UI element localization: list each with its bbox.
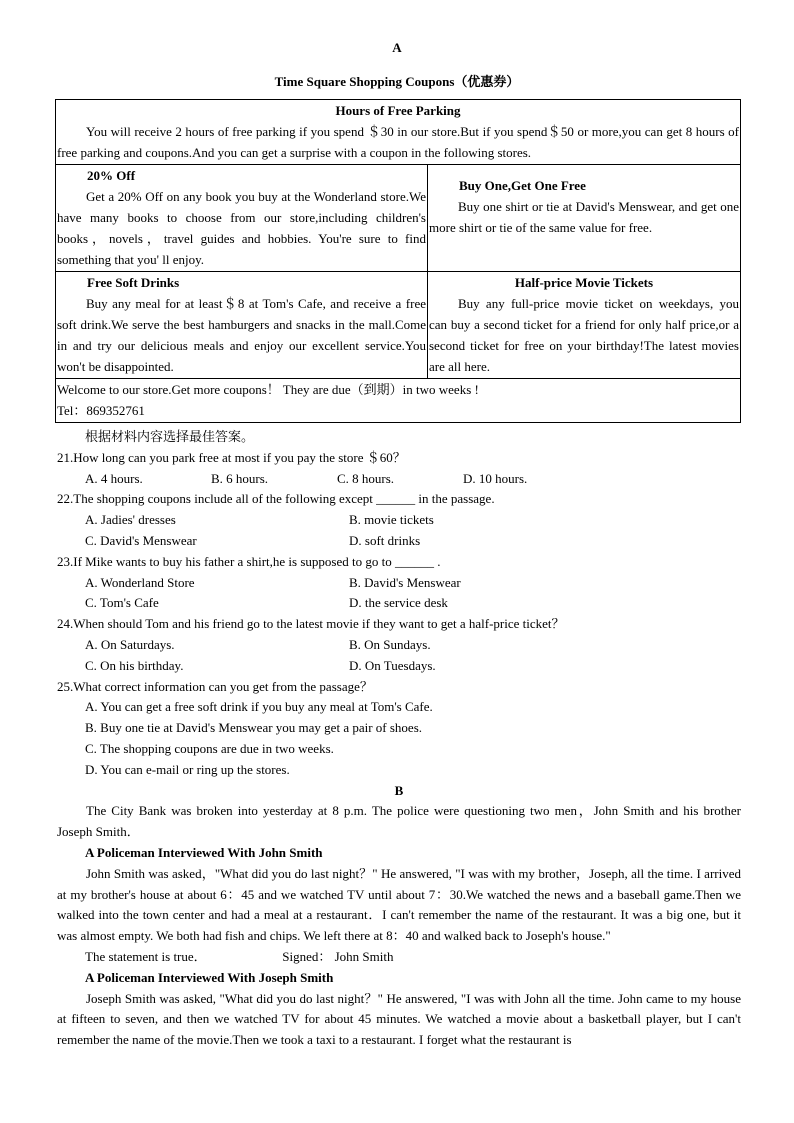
coupon-movie-text: Buy any full-price movie ticket on weekdays, you can buy a second ticket for a friend for only half price,or a second ticket for free on your birthday!The latest movies are all here. — [429, 296, 739, 374]
statement-text: The statement is true． — [85, 948, 207, 964]
interview-john-heading: A Policeman Interviewed With John Smith — [85, 844, 323, 860]
footer-cell — [56, 379, 741, 423]
option: D. 10 hours. — [463, 470, 528, 486]
question-23-options — [57, 573, 741, 594]
coupon-bogo-heading: Buy One,Get One Free — [459, 178, 586, 193]
interview-joseph-text: Joseph Smith was asked, "What did you do last night？" He answered, "I was with John all the time. John came to my house at fifteen to seven, and then we watched TV for about 45 minutes. We watched a movie about a basketball player, but I can't remember the name of the movie.Then we took a taxi to a restaurant. I forget what the restaurant is — [57, 990, 741, 1048]
option: B. On Sundays. — [349, 636, 431, 652]
page-title: Time Square Shopping Coupons（优惠券） — [274, 74, 520, 89]
option: D. soft drinks — [349, 532, 421, 548]
coupon-20off-text: Get a 20% Off on any book you buy at the Wonderland store.We have many books to choose from our store,including children's books，novels，travel guides and hobbies. You're sure to find something that you' ll enjoy. — [57, 189, 426, 267]
coupon-bogo-text: Buy one shirt or tie at David's Menswear, and get one more shirt or tie of the same value for free. — [429, 199, 739, 235]
question-21-options — [57, 469, 741, 490]
question-23: 23.If Mike wants to buy his father a shirt,he is supposed to go to ______ . — [57, 553, 441, 569]
option: D. the service desk — [349, 595, 448, 611]
question-22-options — [57, 510, 741, 531]
signature-line — [57, 947, 741, 968]
coupon-drinks-cell — [56, 272, 428, 379]
option: B. Buy one tie at David's Menswear you may get a pair of shoes. — [85, 720, 423, 736]
interview-john-text: John Smith was asked，"What did you do last night？" He answered, "I was with my brother，Joseph, all the time. I arrived at my brother's house at about 6：45 and we watched TV until about 7：30.We watched the news and a baseball game.Then we walked into the town center and had a meal at a restaurant．I can't remember the name of the restaurant. It was a big one, but it was almost empty. We both had fish and chips. We left there at 8：40 and walked back to Joseph's house." — [57, 865, 741, 944]
section-b-intro: The City Bank was broken into yesterday at 8 p.m. The police were questioning two men，John Smith and his brother Joseph Smith． — [57, 803, 741, 840]
parking-heading: Hours of Free Parking — [335, 103, 461, 118]
coupon-movie-heading: Half-price Movie Tickets — [514, 275, 654, 290]
parking-text: You will receive 2 hours of free parking if you spend ＄30 in our store.But if you spend＄50 or more,you can get 8 hours of free parking and coupons.And you can get a surprise with a coupon in the following stores. — [57, 124, 739, 160]
option: B. David's Menswear — [349, 574, 461, 590]
option: D. On Tuesdays. — [349, 657, 436, 673]
parking-cell — [56, 100, 741, 165]
question-25: 25.What correct information can you get from the passage？ — [57, 678, 373, 694]
option: C. Tom's Cafe — [85, 595, 159, 611]
question-24: 24.When should Tom and his friend go to the latest movie if they want to get a half-price ticket？ — [57, 616, 565, 632]
option: A. 4 hours. — [85, 470, 143, 486]
question-24-options — [57, 635, 741, 656]
option: A. You can get a free soft drink if you buy any meal at Tom's Cafe. — [85, 699, 433, 715]
option: C. On his birthday. — [85, 657, 184, 673]
coupon-20off-heading: 20% Off — [87, 168, 136, 183]
option: B. 6 hours. — [211, 470, 269, 486]
option: D. You can e-mail or ring up the stores. — [85, 761, 290, 777]
section-b-label: B — [394, 782, 404, 798]
coupon-movie-cell — [428, 272, 741, 379]
coupon-20off-cell — [56, 165, 428, 272]
questions-section — [57, 427, 741, 1051]
coupon-drinks-heading: Free Soft Drinks — [87, 275, 180, 290]
footer-line-2: Tel：869352761 — [57, 403, 145, 418]
option: C. 8 hours. — [337, 470, 395, 486]
coupon-bogo-cell — [428, 165, 741, 272]
option: A. On Saturdays. — [85, 636, 175, 652]
option: C. The shopping coupons are due in two weeks. — [85, 740, 334, 756]
coupons-table — [55, 99, 741, 423]
footer-line-1: Welcome to our store.Get more coupons！ They are due（到期）in two weeks ! — [57, 382, 479, 397]
question-22: 22.The shopping coupons include all of the following except ______ in the passage. — [57, 491, 495, 507]
option: C. David's Menswear — [85, 532, 197, 548]
question-21: 21.How long can you park free at most if you pay the store ＄60？ — [57, 449, 406, 465]
option: A. Wonderland Store — [85, 574, 195, 590]
interview-joseph-heading: A Policeman Interviewed With Joseph Smith — [85, 969, 334, 985]
coupon-drinks-text: Buy any meal for at least＄8 at Tom's Cafe, and receive a free soft drink.We serve the best hamburgers and snacks in the mall.Come in and try our delicious meals and enjoy our excellent service.You won't be disappointed. — [57, 296, 426, 374]
instruction: 根据材料内容选择最佳答案。 — [85, 429, 255, 444]
option: B. movie tickets — [349, 512, 434, 528]
signed-text: Signed： John Smith — [282, 948, 394, 964]
section-a-label: A — [392, 40, 402, 55]
option: A. Jadies' dresses — [85, 512, 176, 528]
